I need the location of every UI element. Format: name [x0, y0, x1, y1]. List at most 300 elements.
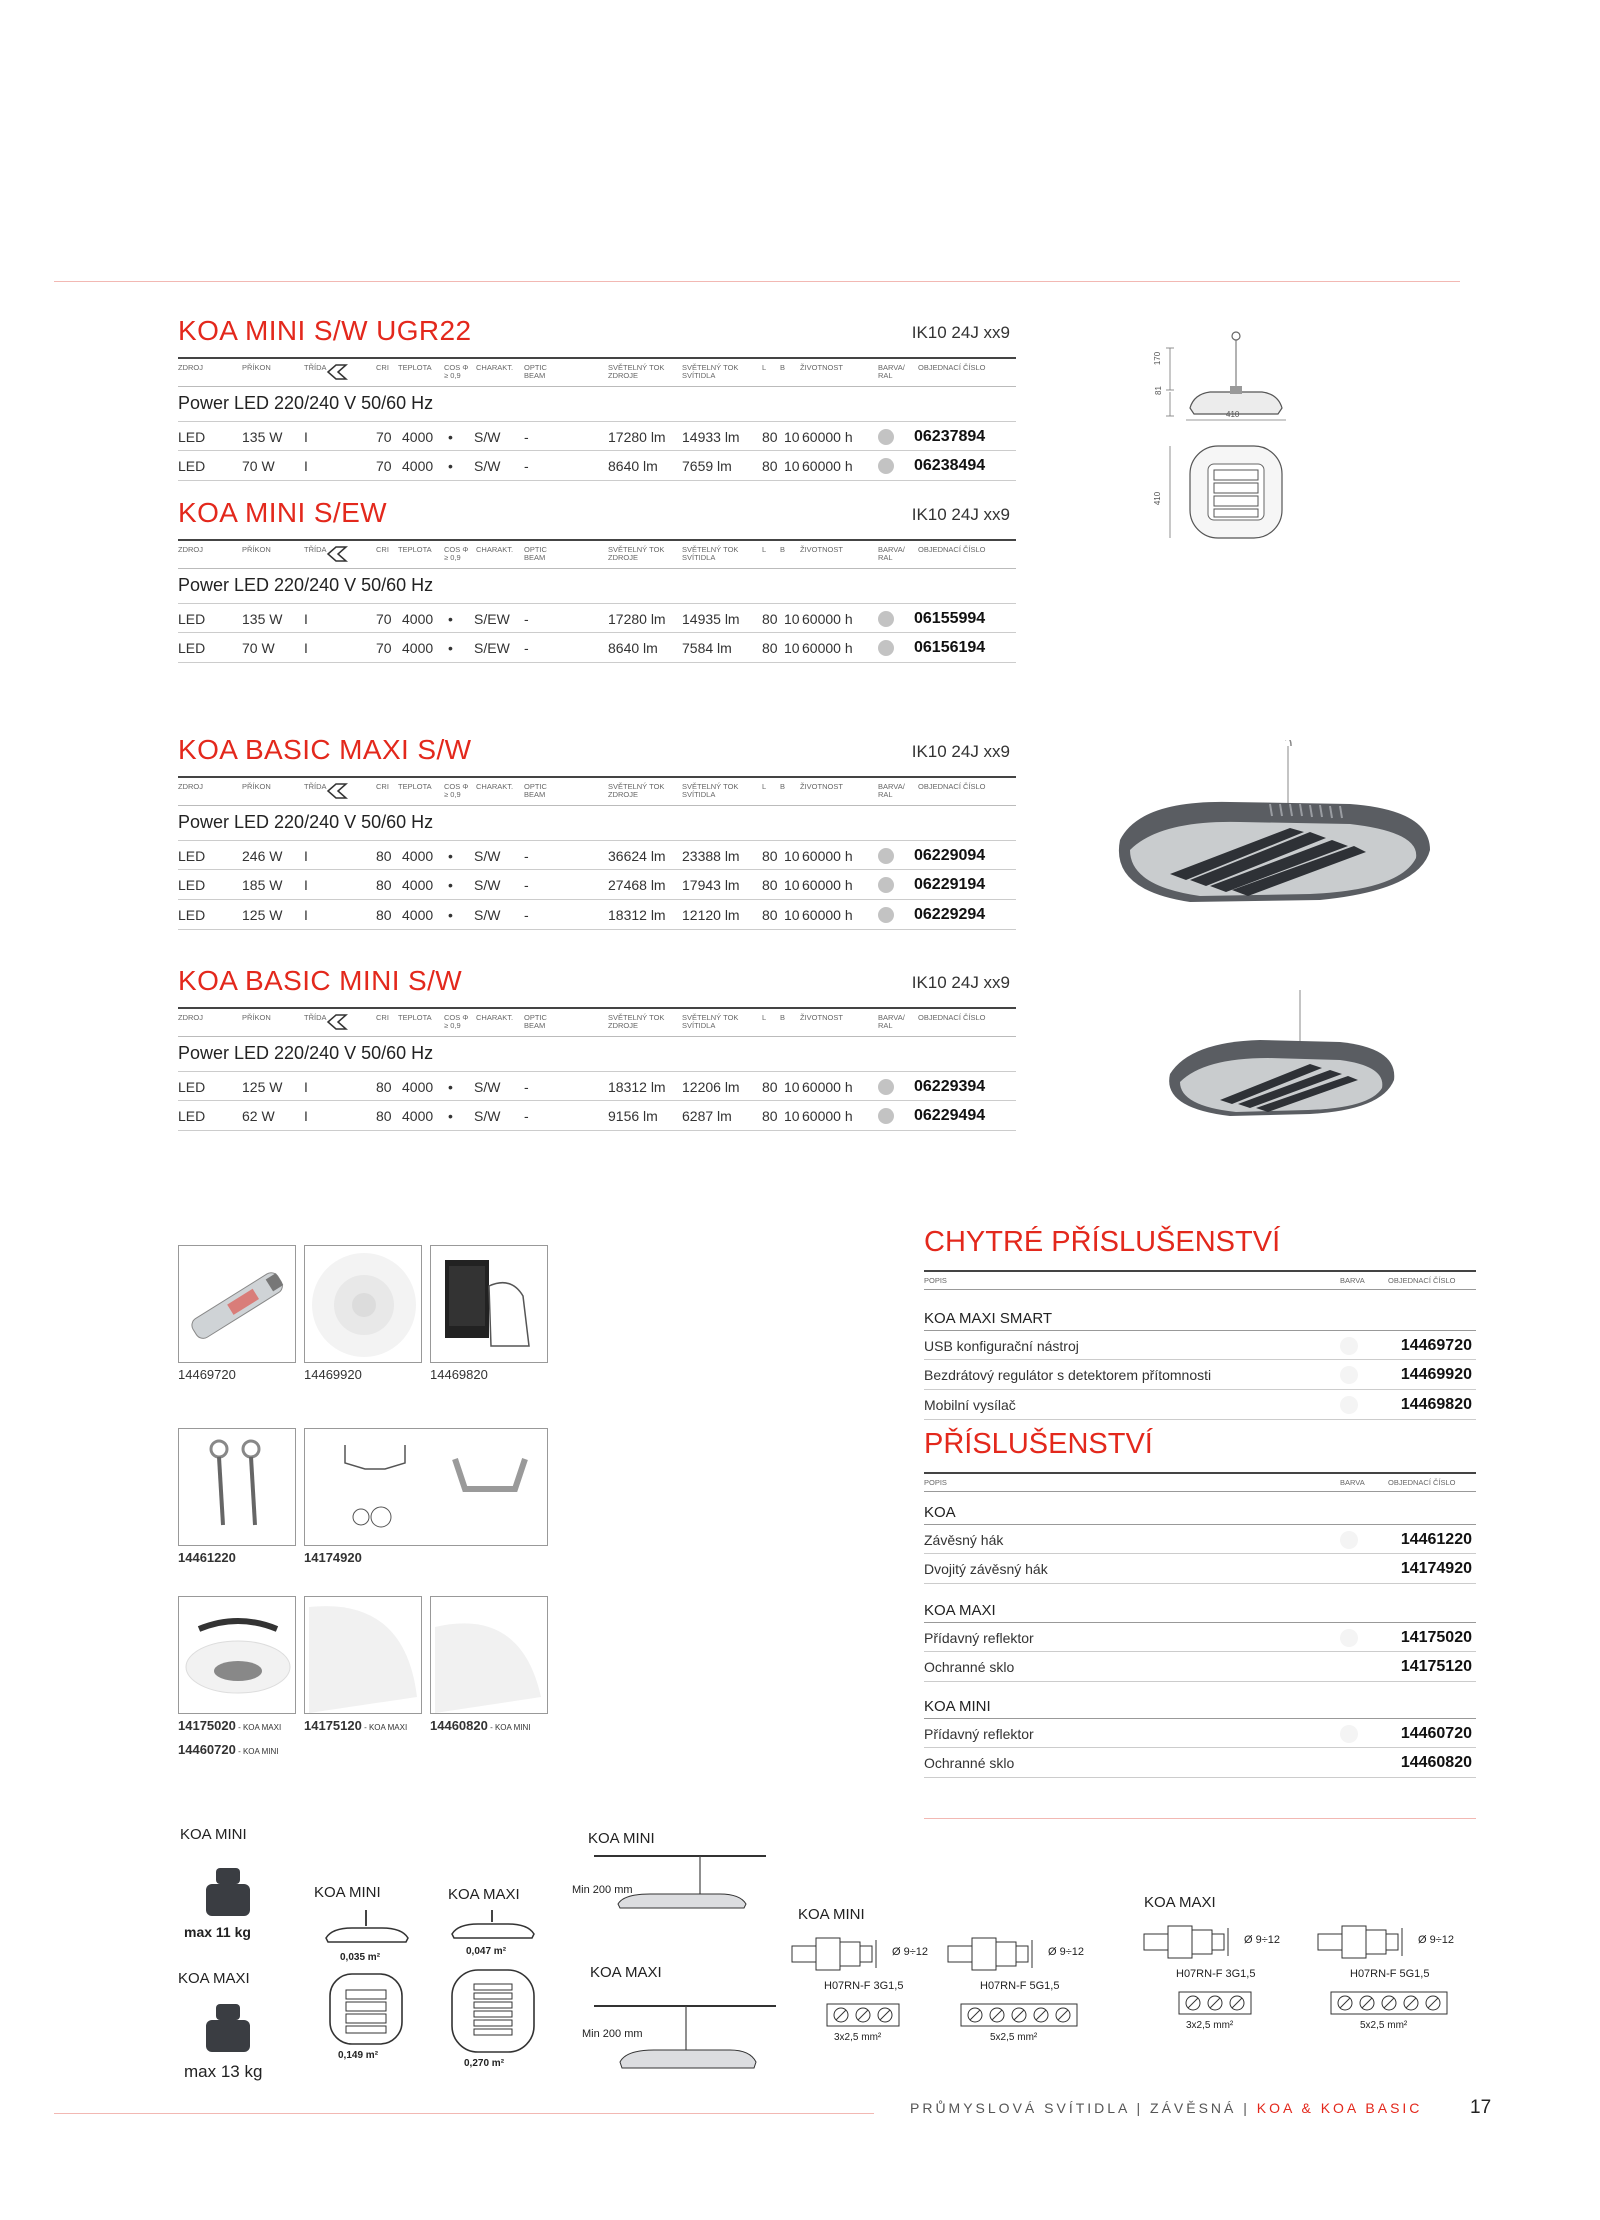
- cell-optic: -: [524, 458, 529, 474]
- accessory-description: Přídavný reflektor: [924, 1630, 1034, 1646]
- thumb-reflector: [178, 1596, 296, 1714]
- order-number: 06229494: [914, 1107, 986, 1124]
- thumb-caption-hook: 14461220: [178, 1550, 236, 1565]
- cell-zdroj: LED: [178, 429, 206, 445]
- weight-maxi-icon: [198, 2000, 258, 2060]
- cell-teplota: 4000: [402, 907, 434, 923]
- cell-l: 80: [762, 877, 778, 893]
- cell-zdroj: LED: [178, 458, 206, 474]
- cell-cri: 70: [376, 611, 392, 627]
- smart-accessory-row: [924, 1330, 1476, 1360]
- product-code: IK10 24J xx9: [911, 742, 1010, 761]
- cell-optic: -: [524, 907, 529, 923]
- cell-b: 10: [784, 1108, 800, 1124]
- cell-cos: •: [448, 640, 453, 656]
- col-charakt: CHARAKT.: [476, 782, 514, 791]
- col-zdroj: ZDROJ: [178, 545, 203, 554]
- thumb-caption-3: 14469820: [430, 1367, 488, 1382]
- cable-mini-label: KOA MINI: [798, 1906, 865, 1923]
- order-number: 06229394: [914, 1078, 986, 1095]
- cell-prikon: 135 W: [242, 429, 283, 445]
- cell-trida: I: [304, 907, 308, 923]
- col-teplota: TEPLOTA: [398, 363, 432, 372]
- product-title: KOA MINI S/W UGR22: [178, 315, 472, 346]
- col-cos: COS Φ ≥ 0,9: [444, 545, 469, 562]
- col-optic: OPTIC BEAM: [524, 545, 547, 562]
- cell-trida: I: [304, 429, 308, 445]
- cable-diameter: Ø 9÷12: [1244, 1934, 1281, 1946]
- col-charakt: CHARAKT.: [476, 1013, 514, 1022]
- col-objednaci: OBJEDNACÍ ČÍSLO: [918, 545, 986, 554]
- color-swatch: [1340, 1629, 1358, 1647]
- product-title: KOA BASIC MINI S/W: [178, 965, 463, 996]
- cable-diameter: Ø 9÷12: [1418, 1934, 1455, 1946]
- area-maxi-side-icon: [448, 1910, 538, 1944]
- col-objednaci: OBJEDNACÍ ČÍSLO: [918, 782, 986, 791]
- cell-cos: •: [448, 611, 453, 627]
- terminal-block-icon: [1178, 1988, 1252, 2018]
- cell-b: 10: [784, 611, 800, 627]
- cell-b: 10: [784, 1079, 800, 1095]
- thumb-usb-tool: [178, 1245, 296, 1363]
- product-table: [178, 315, 1016, 489]
- cell-cri: 80: [376, 907, 392, 923]
- product-row: [178, 870, 1016, 900]
- color-swatch: [878, 1108, 894, 1124]
- order-number: 06229294: [914, 906, 986, 923]
- col-svet_svitidla: SVĚTELNÝ TOK SVÍTIDLA: [682, 545, 739, 562]
- order-number: 14175020: [1400, 1629, 1472, 1646]
- col-prikon: PŘÍKON: [242, 545, 271, 554]
- accessory-description: Ochranné sklo: [924, 1755, 1015, 1771]
- product-row: [178, 603, 1016, 633]
- col-zdroj: ZDROJ: [178, 782, 203, 791]
- cell-teplota: 4000: [402, 1108, 434, 1124]
- accessory-row: [924, 1652, 1476, 1682]
- area-maxi-side: 0,047 m²: [466, 1946, 507, 1957]
- col-cos: COS Φ ≥ 0,9: [444, 363, 469, 380]
- cell-prikon: 246 W: [242, 848, 283, 864]
- product-table-header: [178, 776, 1016, 806]
- cell-teplota: 4000: [402, 611, 434, 627]
- cell-b: 10: [784, 458, 800, 474]
- cell-svet_svitidla: 17943 lm: [682, 877, 740, 893]
- mount-maxi-diagram: [590, 2000, 780, 2080]
- col-l: L: [762, 1013, 767, 1022]
- col-optic: OPTIC BEAM: [524, 1013, 547, 1030]
- mount-mini-distance: Min 200 mm: [572, 1884, 633, 1896]
- page-number: 17: [1470, 2097, 1492, 2118]
- dim-depth: 410: [1153, 491, 1163, 506]
- col-l: L: [762, 363, 767, 372]
- cell-l: 80: [762, 429, 778, 445]
- weight-maxi-label: KOA MAXI: [178, 1970, 250, 1987]
- cable-diameter: Ø 9÷12: [892, 1946, 929, 1958]
- cell-cri: 80: [376, 1079, 392, 1095]
- order-number: 14460720: [1400, 1725, 1472, 1742]
- cell-charakt: S/W: [474, 907, 501, 923]
- cell-svet_zdroje: 8640 lm: [608, 458, 658, 474]
- col-barva: BARVA/ RAL: [878, 363, 905, 380]
- cell-trida: I: [304, 458, 308, 474]
- cell-cos: •: [448, 877, 453, 893]
- order-number: 14469720: [1400, 1337, 1472, 1354]
- accessory-group-name: KOA MAXI: [924, 1602, 996, 1619]
- class-symbol-icon: [326, 1013, 348, 1031]
- col-teplota: TEPLOTA: [398, 545, 432, 554]
- col-svet_zdroje: SVĚTELNÝ TOK ZDROJE: [608, 363, 665, 380]
- col-barva: BARVA/ RAL: [878, 1013, 905, 1030]
- col-popis: POPIS: [924, 1276, 947, 1285]
- accessory-description: Ochranné sklo: [924, 1659, 1015, 1675]
- cell-zdroj: LED: [178, 877, 206, 893]
- cell-zdroj: LED: [178, 640, 206, 656]
- thumb-mobile-transmitter: [430, 1245, 548, 1363]
- accessory-row: [924, 1524, 1476, 1554]
- cell-trida: I: [304, 848, 308, 864]
- product-row: [178, 451, 1016, 481]
- cable-type: H07RN-F 3G1,5: [824, 1980, 904, 1992]
- cell-cri: 70: [376, 640, 392, 656]
- col-popis: POPIS: [924, 1478, 947, 1487]
- col-objednaci: OBJEDNACÍ ČÍSLO: [918, 1013, 986, 1022]
- col-charakt: CHARAKT.: [476, 545, 514, 554]
- cell-svet_zdroje: 17280 lm: [608, 611, 666, 627]
- mount-maxi-distance: Min 200 mm: [582, 2028, 643, 2040]
- cell-l: 80: [762, 458, 778, 474]
- col-zivotnost: ŽIVOTNOST: [800, 1013, 843, 1022]
- cell-zivotnost: 60000 h: [802, 458, 853, 474]
- product-table: [178, 734, 1016, 938]
- cell-svet_svitidla: 12206 lm: [682, 1079, 740, 1095]
- cell-zdroj: LED: [178, 1108, 206, 1124]
- cell-zivotnost: 60000 h: [802, 429, 853, 445]
- product-code: IK10 24J xx9: [911, 505, 1010, 524]
- order-number: 14460820: [1400, 1754, 1472, 1771]
- color-swatch: [878, 1079, 894, 1095]
- cell-cos: •: [448, 1108, 453, 1124]
- area-mini-label: KOA MINI: [314, 1884, 381, 1901]
- cable-type: H07RN-F 5G1,5: [1350, 1968, 1430, 1980]
- order-number: 06237894: [914, 428, 986, 445]
- accessory-row: [924, 1748, 1476, 1778]
- col-b: B: [780, 1013, 786, 1022]
- col-teplota: TEPLOTA: [398, 1013, 432, 1022]
- smart-accessory-row: [924, 1390, 1476, 1420]
- cell-teplota: 4000: [402, 429, 434, 445]
- product-row: [178, 1101, 1016, 1131]
- cell-cos: •: [448, 1079, 453, 1095]
- cell-cri: 80: [376, 848, 392, 864]
- cell-optic: -: [524, 1079, 529, 1095]
- dim-width: 410: [1226, 410, 1240, 419]
- cell-zivotnost: 60000 h: [802, 877, 853, 893]
- product-title: KOA BASIC MAXI S/W: [178, 734, 472, 765]
- cell-charakt: S/EW: [474, 640, 510, 656]
- weight-maxi-value: max 13 kg: [184, 2062, 263, 2081]
- cell-b: 10: [784, 907, 800, 923]
- product-code: IK10 24J xx9: [911, 973, 1010, 992]
- class-symbol-icon: [326, 545, 348, 563]
- cell-optic: -: [524, 848, 529, 864]
- dim-height-body: 81: [1153, 386, 1163, 395]
- smart-accessories: [924, 1226, 1476, 1413]
- col-cri: CRI: [376, 545, 389, 554]
- cell-svet_zdroje: 8640 lm: [608, 640, 658, 656]
- col-prikon: PŘÍKON: [242, 782, 271, 791]
- cell-cos: •: [448, 429, 453, 445]
- col-svet_zdroje: SVĚTELNÝ TOK ZDROJE: [608, 545, 665, 562]
- accessories-title: PŘÍSLUŠENSTVÍ: [924, 1428, 1153, 1460]
- thumb-caption-1: 14469720: [178, 1367, 236, 1382]
- col-optic: OPTIC BEAM: [524, 363, 547, 380]
- product-row: [178, 421, 1016, 451]
- cell-charakt: S/W: [474, 429, 501, 445]
- color-swatch: [878, 877, 894, 893]
- terminal-block-icon: [1330, 1988, 1448, 2018]
- col-zivotnost: ŽIVOTNOST: [800, 545, 843, 554]
- product-row: [178, 1071, 1016, 1101]
- thumb-caption-2: 14469920: [304, 1367, 362, 1382]
- cell-charakt: S/W: [474, 877, 501, 893]
- col-trida: TŘÍDA: [304, 1013, 327, 1022]
- area-mini-side: 0,035 m²: [340, 1952, 381, 1963]
- col-b: B: [780, 363, 786, 372]
- cell-zdroj: LED: [178, 1079, 206, 1095]
- thumb-caption-glass-maxi: 14175120 - KOA MAXI: [304, 1718, 408, 1733]
- cell-trida: I: [304, 877, 308, 893]
- cell-prikon: 125 W: [242, 1079, 283, 1095]
- order-number: 14175120: [1400, 1658, 1472, 1675]
- col-prikon: PŘÍKON: [242, 363, 271, 372]
- mount-maxi-label: KOA MAXI: [590, 1964, 662, 1981]
- color-swatch: [878, 640, 894, 656]
- accessory-description: Dvojitý závěsný hák: [924, 1561, 1048, 1577]
- col-svet_zdroje: SVĚTELNÝ TOK ZDROJE: [608, 782, 665, 799]
- weight-mini-value: max 11 kg: [184, 1924, 251, 1940]
- cell-optic: -: [524, 640, 529, 656]
- cell-l: 80: [762, 1108, 778, 1124]
- cell-zivotnost: 60000 h: [802, 640, 853, 656]
- cell-l: 80: [762, 611, 778, 627]
- smart-accessory-row: [924, 1360, 1476, 1390]
- dim-height-total: 170: [1153, 351, 1163, 366]
- cell-cri: 80: [376, 877, 392, 893]
- accessory-row: [924, 1554, 1476, 1584]
- color-swatch: [1340, 1337, 1358, 1355]
- cell-prikon: 125 W: [242, 907, 283, 923]
- product-table-header: [178, 357, 1016, 387]
- color-swatch: [878, 458, 894, 474]
- cell-svet_zdroje: 9156 lm: [608, 1108, 658, 1124]
- cell-teplota: 4000: [402, 848, 434, 864]
- cell-teplota: 4000: [402, 640, 434, 656]
- cell-l: 80: [762, 1079, 778, 1095]
- order-number: 06238494: [914, 457, 986, 474]
- thumb-double-hook: [304, 1428, 548, 1546]
- product-table: [178, 965, 1016, 1139]
- accessory-group-name: KOA: [924, 1504, 956, 1521]
- class-symbol-icon: [326, 363, 348, 381]
- terminal-block-icon: [826, 2000, 900, 2030]
- cell-charakt: S/W: [474, 1079, 501, 1095]
- cell-l: 80: [762, 907, 778, 923]
- cell-zivotnost: 60000 h: [802, 1108, 853, 1124]
- order-number: 06229194: [914, 876, 986, 893]
- top-rule: [54, 281, 1460, 282]
- col-zdroj: ZDROJ: [178, 1013, 203, 1022]
- accessory-description: Přídavný reflektor: [924, 1726, 1034, 1742]
- bottom-rule: [54, 2113, 874, 2114]
- area-mini-side-icon: [322, 1910, 412, 1950]
- col-cri: CRI: [376, 1013, 389, 1022]
- product-source: Power LED 220/240 V 50/60 Hz: [178, 812, 434, 832]
- order-number: 14174920: [1400, 1560, 1472, 1577]
- product-source: Power LED 220/240 V 50/60 Hz: [178, 1043, 434, 1063]
- area-maxi-bottom-icon: [448, 1966, 538, 2056]
- cell-zivotnost: 60000 h: [802, 848, 853, 864]
- cell-svet_svitidla: 14935 lm: [682, 611, 740, 627]
- product-title: KOA MINI S/EW: [178, 497, 388, 528]
- weight-mini-icon: [198, 1864, 258, 1924]
- cell-zdroj: LED: [178, 611, 206, 627]
- thumb-protective-glass-mini: [430, 1596, 548, 1714]
- cell-prikon: 62 W: [242, 1108, 275, 1124]
- col-objednaci: OBJEDNACÍ ČÍSLO: [1388, 1276, 1456, 1285]
- cell-prikon: 185 W: [242, 877, 283, 893]
- col-svet_svitidla: SVĚTELNÝ TOK SVÍTIDLA: [682, 1013, 739, 1030]
- area-mini-bottom-icon: [326, 1970, 406, 2048]
- col-l: L: [762, 545, 767, 554]
- product-source: Power LED 220/240 V 50/60 Hz: [178, 575, 434, 595]
- cell-charakt: S/W: [474, 1108, 501, 1124]
- weight-mini-label: KOA MINI: [180, 1826, 247, 1843]
- thumb-protective-glass-maxi: [304, 1596, 422, 1714]
- cell-b: 10: [784, 877, 800, 893]
- product-row: [178, 633, 1016, 663]
- mid-rule: [924, 1818, 1476, 1819]
- order-number: 14469920: [1400, 1366, 1472, 1383]
- col-zivotnost: ŽIVOTNOST: [800, 782, 843, 791]
- cell-prikon: 70 W: [242, 640, 275, 656]
- col-cri: CRI: [376, 363, 389, 372]
- cell-teplota: 4000: [402, 458, 434, 474]
- cell-charakt: S/W: [474, 848, 501, 864]
- cell-charakt: S/W: [474, 458, 501, 474]
- cell-teplota: 4000: [402, 877, 434, 893]
- order-number: 06229094: [914, 847, 986, 864]
- col-cos: COS Φ ≥ 0,9: [444, 782, 469, 799]
- color-swatch: [878, 429, 894, 445]
- product-table-header: [178, 1007, 1016, 1037]
- cell-cos: •: [448, 907, 453, 923]
- class-symbol-icon: [326, 782, 348, 800]
- thumb-hook: [178, 1428, 296, 1546]
- cable-type: H07RN-F 3G1,5: [1176, 1968, 1256, 1980]
- cell-svet_svitidla: 14933 lm: [682, 429, 740, 445]
- col-barva: BARVA/ RAL: [878, 782, 905, 799]
- cell-prikon: 135 W: [242, 611, 283, 627]
- cell-zivotnost: 60000 h: [802, 907, 853, 923]
- thumb-caption-reflector-mini: 14460720 - KOA MINI: [178, 1742, 279, 1757]
- terminal-size: 5x2,5 mm²: [1360, 2020, 1408, 2031]
- order-number: 06156194: [914, 639, 986, 656]
- col-barva: BARVA: [1340, 1478, 1365, 1487]
- accessories-header: [924, 1472, 1476, 1492]
- terminal-size: 5x2,5 mm²: [990, 2032, 1038, 2043]
- color-swatch: [1340, 1396, 1358, 1414]
- thumb-caption-double-hook: 14174920: [304, 1550, 362, 1565]
- cell-zdroj: LED: [178, 848, 206, 864]
- cell-cri: 70: [376, 458, 392, 474]
- cell-trida: I: [304, 611, 308, 627]
- cell-b: 10: [784, 429, 800, 445]
- cable-maxi-label: KOA MAXI: [1144, 1894, 1216, 1911]
- color-swatch: [1340, 1531, 1358, 1549]
- product-table-header: [178, 539, 1016, 569]
- col-prikon: PŘÍKON: [242, 1013, 271, 1022]
- cell-svet_zdroje: 36624 lm: [608, 848, 666, 864]
- cell-svet_zdroje: 18312 lm: [608, 1079, 666, 1095]
- cell-trida: I: [304, 1108, 308, 1124]
- footer-product: KOA & KOA BASIC: [1256, 2100, 1423, 2116]
- order-number: 06155994: [914, 610, 986, 627]
- thumb-caption-glass-mini: 14460820 - KOA MINI: [430, 1718, 531, 1733]
- col-barva: BARVA: [1340, 1276, 1365, 1285]
- col-objednaci: OBJEDNACÍ ČÍSLO: [1388, 1478, 1456, 1487]
- cell-cos: •: [448, 458, 453, 474]
- col-svet_zdroje: SVĚTELNÝ TOK ZDROJE: [608, 1013, 665, 1030]
- cell-svet_svitidla: 12120 lm: [682, 907, 740, 923]
- color-swatch: [878, 907, 894, 923]
- col-b: B: [780, 782, 786, 791]
- col-trida: TŘÍDA: [304, 363, 327, 372]
- cell-optic: -: [524, 1108, 529, 1124]
- area-maxi-bottom: 0,270 m²: [464, 2058, 505, 2069]
- color-swatch: [1340, 1366, 1358, 1384]
- product-table: [178, 497, 1016, 671]
- product-code: IK10 24J xx9: [911, 323, 1010, 342]
- cable-diameter: Ø 9÷12: [1048, 1946, 1085, 1958]
- cell-cri: 80: [376, 1108, 392, 1124]
- col-charakt: CHARAKT.: [476, 363, 514, 372]
- cell-b: 10: [784, 640, 800, 656]
- accessory-row: [924, 1622, 1476, 1652]
- col-svet_svitidla: SVĚTELNÝ TOK SVÍTIDLA: [682, 363, 739, 380]
- cable-type: H07RN-F 5G1,5: [980, 1980, 1060, 1992]
- color-swatch: [878, 848, 894, 864]
- accessory-description: Závěsný hák: [924, 1532, 1004, 1548]
- cell-teplota: 4000: [402, 1079, 434, 1095]
- page-footer: [910, 2100, 1422, 2116]
- cell-svet_zdroje: 17280 lm: [608, 429, 666, 445]
- cell-svet_zdroje: 27468 lm: [608, 877, 666, 893]
- col-svet_svitidla: SVĚTELNÝ TOK SVÍTIDLA: [682, 782, 739, 799]
- cell-svet_svitidla: 7659 lm: [682, 458, 732, 474]
- koa-basic-mini-photo: [1150, 990, 1410, 1130]
- col-teplota: TEPLOTA: [398, 782, 432, 791]
- accessory-group-name: KOA MINI: [924, 1698, 991, 1715]
- color-swatch: [1340, 1725, 1358, 1743]
- thumb-caption-reflector-maxi: 14175020 - KOA MAXI: [178, 1718, 282, 1733]
- cell-svet_zdroje: 18312 lm: [608, 907, 666, 923]
- cell-svet_svitidla: 6287 lm: [682, 1108, 732, 1124]
- col-b: B: [780, 545, 786, 554]
- cell-svet_svitidla: 23388 lm: [682, 848, 740, 864]
- color-swatch: [878, 611, 894, 627]
- cell-optic: -: [524, 611, 529, 627]
- cell-svet_svitidla: 7584 lm: [682, 640, 732, 656]
